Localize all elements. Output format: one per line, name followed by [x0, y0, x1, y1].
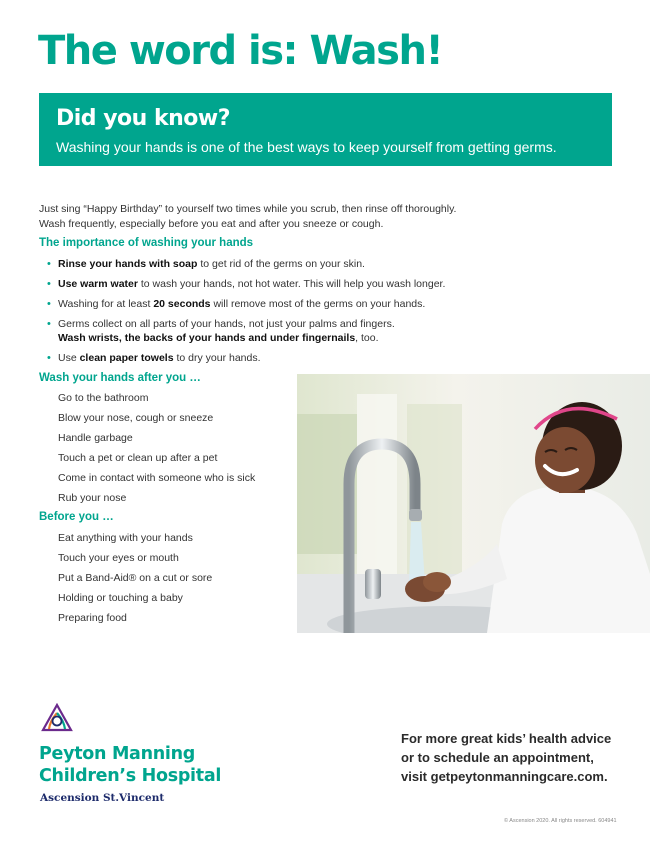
item-text: Germs collect on all parts of your hands, not just your palms and fingers. — [58, 318, 395, 330]
list-item: Rub your nose — [58, 492, 127, 504]
item-text: , too. — [355, 332, 379, 344]
item-text: to wash your hands, not hot water. This will help you wash longer. — [137, 278, 446, 290]
cta-line-1: For more great kids’ health advice — [401, 731, 612, 746]
list-item: Preparing food — [58, 612, 127, 624]
cta-line-2: or to schedule an appointment, — [401, 750, 594, 765]
after-heading: Wash your hands after you … — [39, 372, 201, 384]
list-item: • Use warm water to wash your hands, not hot water. This will help you wash longer. — [47, 278, 446, 290]
list-item: Touch a pet or clean up after a pet — [58, 452, 218, 464]
item-text: to dry your hands. — [173, 352, 261, 364]
after-list — [47, 391, 255, 505]
list-item: Go to the bathroom — [58, 392, 149, 404]
importance-heading: The importance of washing your hands — [39, 237, 254, 249]
list-item: Holding or touching a baby — [58, 592, 183, 604]
intro-line-2: Wash frequently, especially before you eat and after you sneeze or cough. — [39, 217, 384, 230]
list-item: • Washing for at least 20 seconds will remove most of the germs on your hands. — [47, 298, 426, 310]
copyright-notice: © Ascension 2020. All rights reserved. 604941 — [504, 818, 617, 824]
list-item: Blow your nose, cough or sneeze — [58, 412, 214, 424]
brand-name-line-1: Peyton Manning — [39, 744, 195, 764]
list-item: Eat anything with your hands — [58, 532, 193, 544]
before-list — [47, 531, 212, 625]
brand-name-line-2: Children’s Hospital — [39, 766, 222, 786]
list-item: • Use clean paper towels to dry your hands. — [47, 352, 261, 364]
before-heading: Before you … — [39, 511, 114, 523]
list-item: • Rinse your hands with soap to get rid of the germs on your skin. — [47, 258, 365, 270]
item-bold: clean paper towels — [79, 352, 174, 364]
item-text: to get rid of the germs on your skin. — [197, 258, 365, 270]
item-text: Use — [58, 352, 80, 364]
hospital-logo-icon — [40, 703, 74, 733]
girl-washing-hands-photo — [297, 374, 650, 633]
item-bold: Wash wrists, the backs of your hands and under fingernails — [58, 332, 356, 344]
item-text: will remove most of the germs on your hands. — [210, 298, 426, 310]
page-title: The word is: Wash! — [38, 28, 443, 74]
did-you-know-banner — [39, 93, 612, 166]
did-you-know-text: Washing your hands is one of the best ways to keep yourself from getting germs. — [56, 139, 557, 155]
intro-paragraph — [39, 202, 599, 231]
item-bold: Use warm water — [58, 278, 138, 290]
list-item: Touch your eyes or mouth — [58, 552, 179, 564]
list-item: • Germs collect on all parts of your hands, not just your palms and fingers. Wash wrists, the backs of your hands and under fingernails, too. — [47, 318, 395, 344]
did-you-know-heading: Did you know? — [56, 106, 230, 131]
brand-subtitle: Ascension St.Vincent — [40, 792, 165, 804]
item-text: Washing for at least — [58, 298, 154, 310]
item-bold: 20 seconds — [153, 298, 211, 310]
list-item: Come in contact with someone who is sick — [58, 472, 256, 484]
intro-line-1: Just sing “Happy Birthday” to yourself two times while you scrub, then rinse off thoroughly. — [39, 203, 457, 215]
importance-list — [47, 257, 445, 365]
call-to-action — [401, 729, 611, 786]
list-item: Handle garbage — [58, 432, 133, 444]
list-item: Put a Band-Aid® on a cut or sore — [58, 572, 213, 584]
item-bold: Rinse your hands with soap — [58, 258, 198, 270]
cta-link[interactable]: visit getpeytonmanningcare.com. — [401, 769, 608, 784]
